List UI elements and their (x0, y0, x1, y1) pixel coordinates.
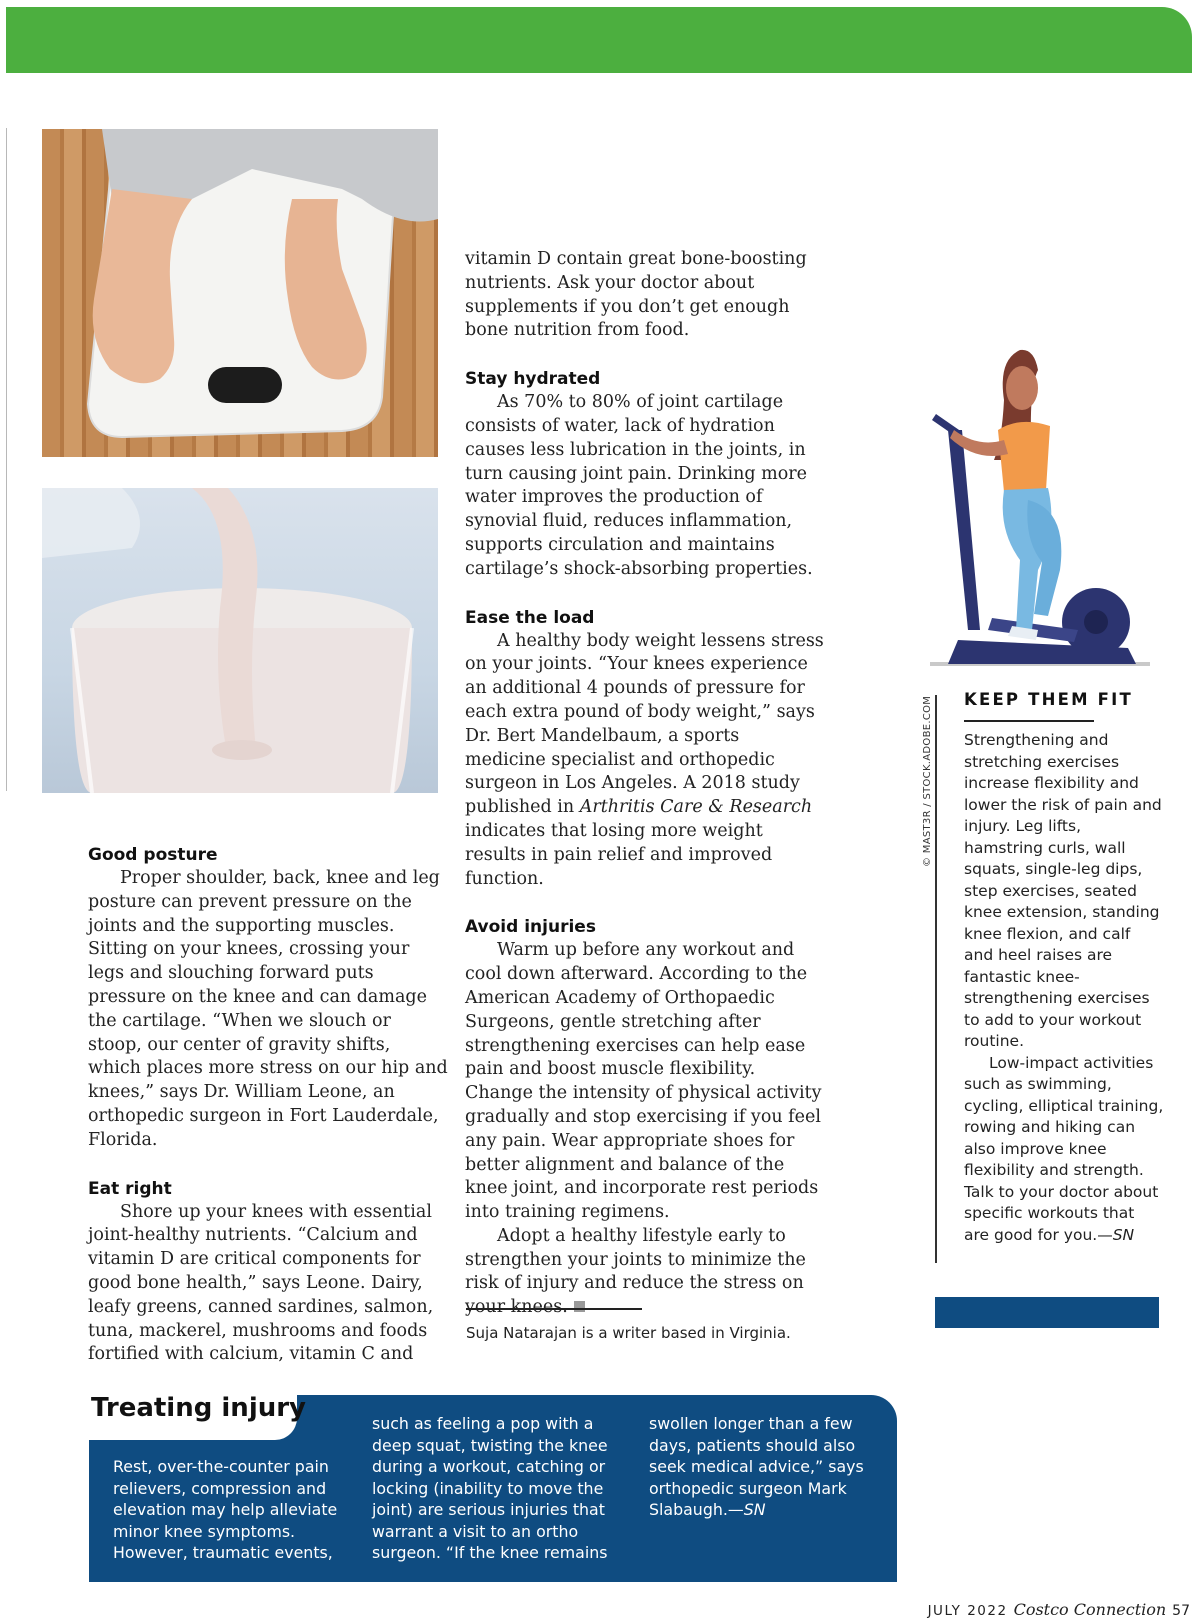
injury-column-1: Rest, over-the-counter pain relievers, compression and elevation may help alleviate minor knee symptoms. However, traumatic events, (113, 1457, 338, 1562)
article-column-2 (465, 248, 825, 1320)
article-column-1 (88, 843, 448, 1367)
ease-load-text-part-1: A healthy body weight lessens stress on your joints. “Your knees experience an additional 4 pounds of pressure for each extra pound of body weight,” says Dr. Bert Mandelbaum, a sports medicine specialist and orthopedic surgeon in Los Angeles. A 2018 study published in (465, 630, 824, 818)
milk-photo (42, 488, 438, 793)
left-edge-rule (6, 128, 7, 791)
sidebar-paragraph-2-text: Low-impact activities such as swimming, cycling, elliptical training, rowing and hiking can also improve knee flexibility and strength. Talk to your doctor about specific workouts that are good for you.— (964, 1053, 1164, 1244)
injury-column-3 (649, 1413, 889, 1521)
footer-publication: Costco Connection (1013, 1600, 1167, 1619)
paragraph-continued: vitamin D contain great bone-boosting nutrients. Ask your doctor about supplements if you don’t get enough bone nutrition from food. (465, 249, 807, 341)
section-heading-good-posture: Good posture (88, 845, 218, 865)
footer-month: JULY 2022 (927, 1603, 1008, 1619)
injury-column-2: such as feeling a pop with a deep squat, twisting the knee during a workout, catching or locking (inability to move the joint) are serious injuries that warrant a visit to an ortho surgeon. “If the knee remains (372, 1414, 608, 1562)
sidebar-signature: SN (1112, 1225, 1135, 1244)
treating-injury-title: Treating injury (91, 1393, 307, 1423)
section-heading-stay-hydrated: Stay hydrated (465, 369, 601, 390)
paragraph-ease-load (465, 630, 825, 892)
paragraph-avoid-injuries-1: Warm up before any workout and cool down afterward. According to the American Academy of Orthopaedic Surgeons, gentle stretching after strengthening exercises can help ease pain and boost muscle flexibility. Change the intensity of physical activity gradually and stop exercising if you feel any pain. Wear appropriate shoes for better alignment and balance of the knee joint, and incorporate rest periods into training regimens. (465, 940, 822, 1223)
page-number: 57 (1172, 1603, 1190, 1619)
header-color-bar (6, 7, 1192, 73)
section-heading-ease-load: Ease the load (465, 607, 595, 628)
section-heading-avoid-injuries: Avoid injuries (465, 917, 596, 938)
sidebar-title: KEEP THEM FIT (964, 690, 1133, 709)
ease-load-text-part-2: indicates that losing more weight results in pain relief and improved function. (465, 820, 773, 889)
injury-column-3-text: swollen longer than a few days, patients should also seek medical advice,” says orthopedic surgeon Mark Slabaugh.— (649, 1414, 864, 1519)
byline-rule (466, 1308, 642, 1310)
end-mark-icon (574, 1301, 585, 1312)
sidebar-body (964, 730, 1164, 1246)
author-byline: Suja Natarajan is a writer based in Virginia. (466, 1324, 791, 1342)
elliptical-illustration (928, 330, 1168, 680)
scale-photo (42, 129, 438, 457)
sidebar-rule (935, 695, 937, 1263)
section-heading-eat-right: Eat right (88, 1178, 172, 1199)
paragraph-avoid-injuries-2 (465, 1225, 825, 1320)
paragraph-stay-hydrated: As 70% to 80% of joint cartilage consists of water, lack of hydration causes less lubrication in the joints, in turn causing joint pain. Drinking more water improves the production of synovial fluid, reduces inflammation, supports circulation and maintains cartilage’s shock-absorbing properties. (465, 392, 813, 579)
photo-credit-text: © MAST3R / STOCK.ADOBE.COM (922, 695, 933, 867)
injury-signature: SN (743, 1500, 766, 1519)
journal-title: Arthritis Care & Research (579, 797, 813, 818)
paragraph-good-posture: Proper shoulder, back, knee and leg posture can prevent pressure on the joints and the supporting muscles. Sitting on your knees, crossing your legs and slouching forward puts pressure on the knee and can damage the cartilage. “When we slouch or stoop, our center of gravity shifts, which places more stress on our hip and knees,” says Dr. William Leone, an orthopedic surgeon in Fort Lauderdale, Florida. (88, 868, 448, 1150)
sidebar-title-rule (964, 720, 1094, 722)
paragraph-eat-right: Shore up your knees with essential joint-healthy nutrients. “Calcium and vitamin D are critical components for good bone health,” says Leone. Dairy, leafy greens, canned sardines, salmon, tuna, mackerel, mushrooms and foods fortified with calcium, vitamin C and (88, 1201, 434, 1365)
page-footer (920, 1600, 1190, 1619)
sidebar-blue-bar (935, 1297, 1159, 1328)
avoid-injuries-text-2: Adopt a healthy lifestyle early to strengthen your joints to minimize the risk of injury and reduce the stress on (465, 1225, 806, 1294)
sidebar-paragraph-2 (964, 1053, 1164, 1247)
sidebar-paragraph-1: Strengthening and stretching exercises increase flexibility and lower the risk of pain and injury. Leg lifts, hamstring curls, wall squats, single-leg dips, step exercises, seated knee extension, standing knee flexion, and calf and heel raises are fantastic knee-strengthening exercises to add to your workout routine. (964, 731, 1162, 1050)
